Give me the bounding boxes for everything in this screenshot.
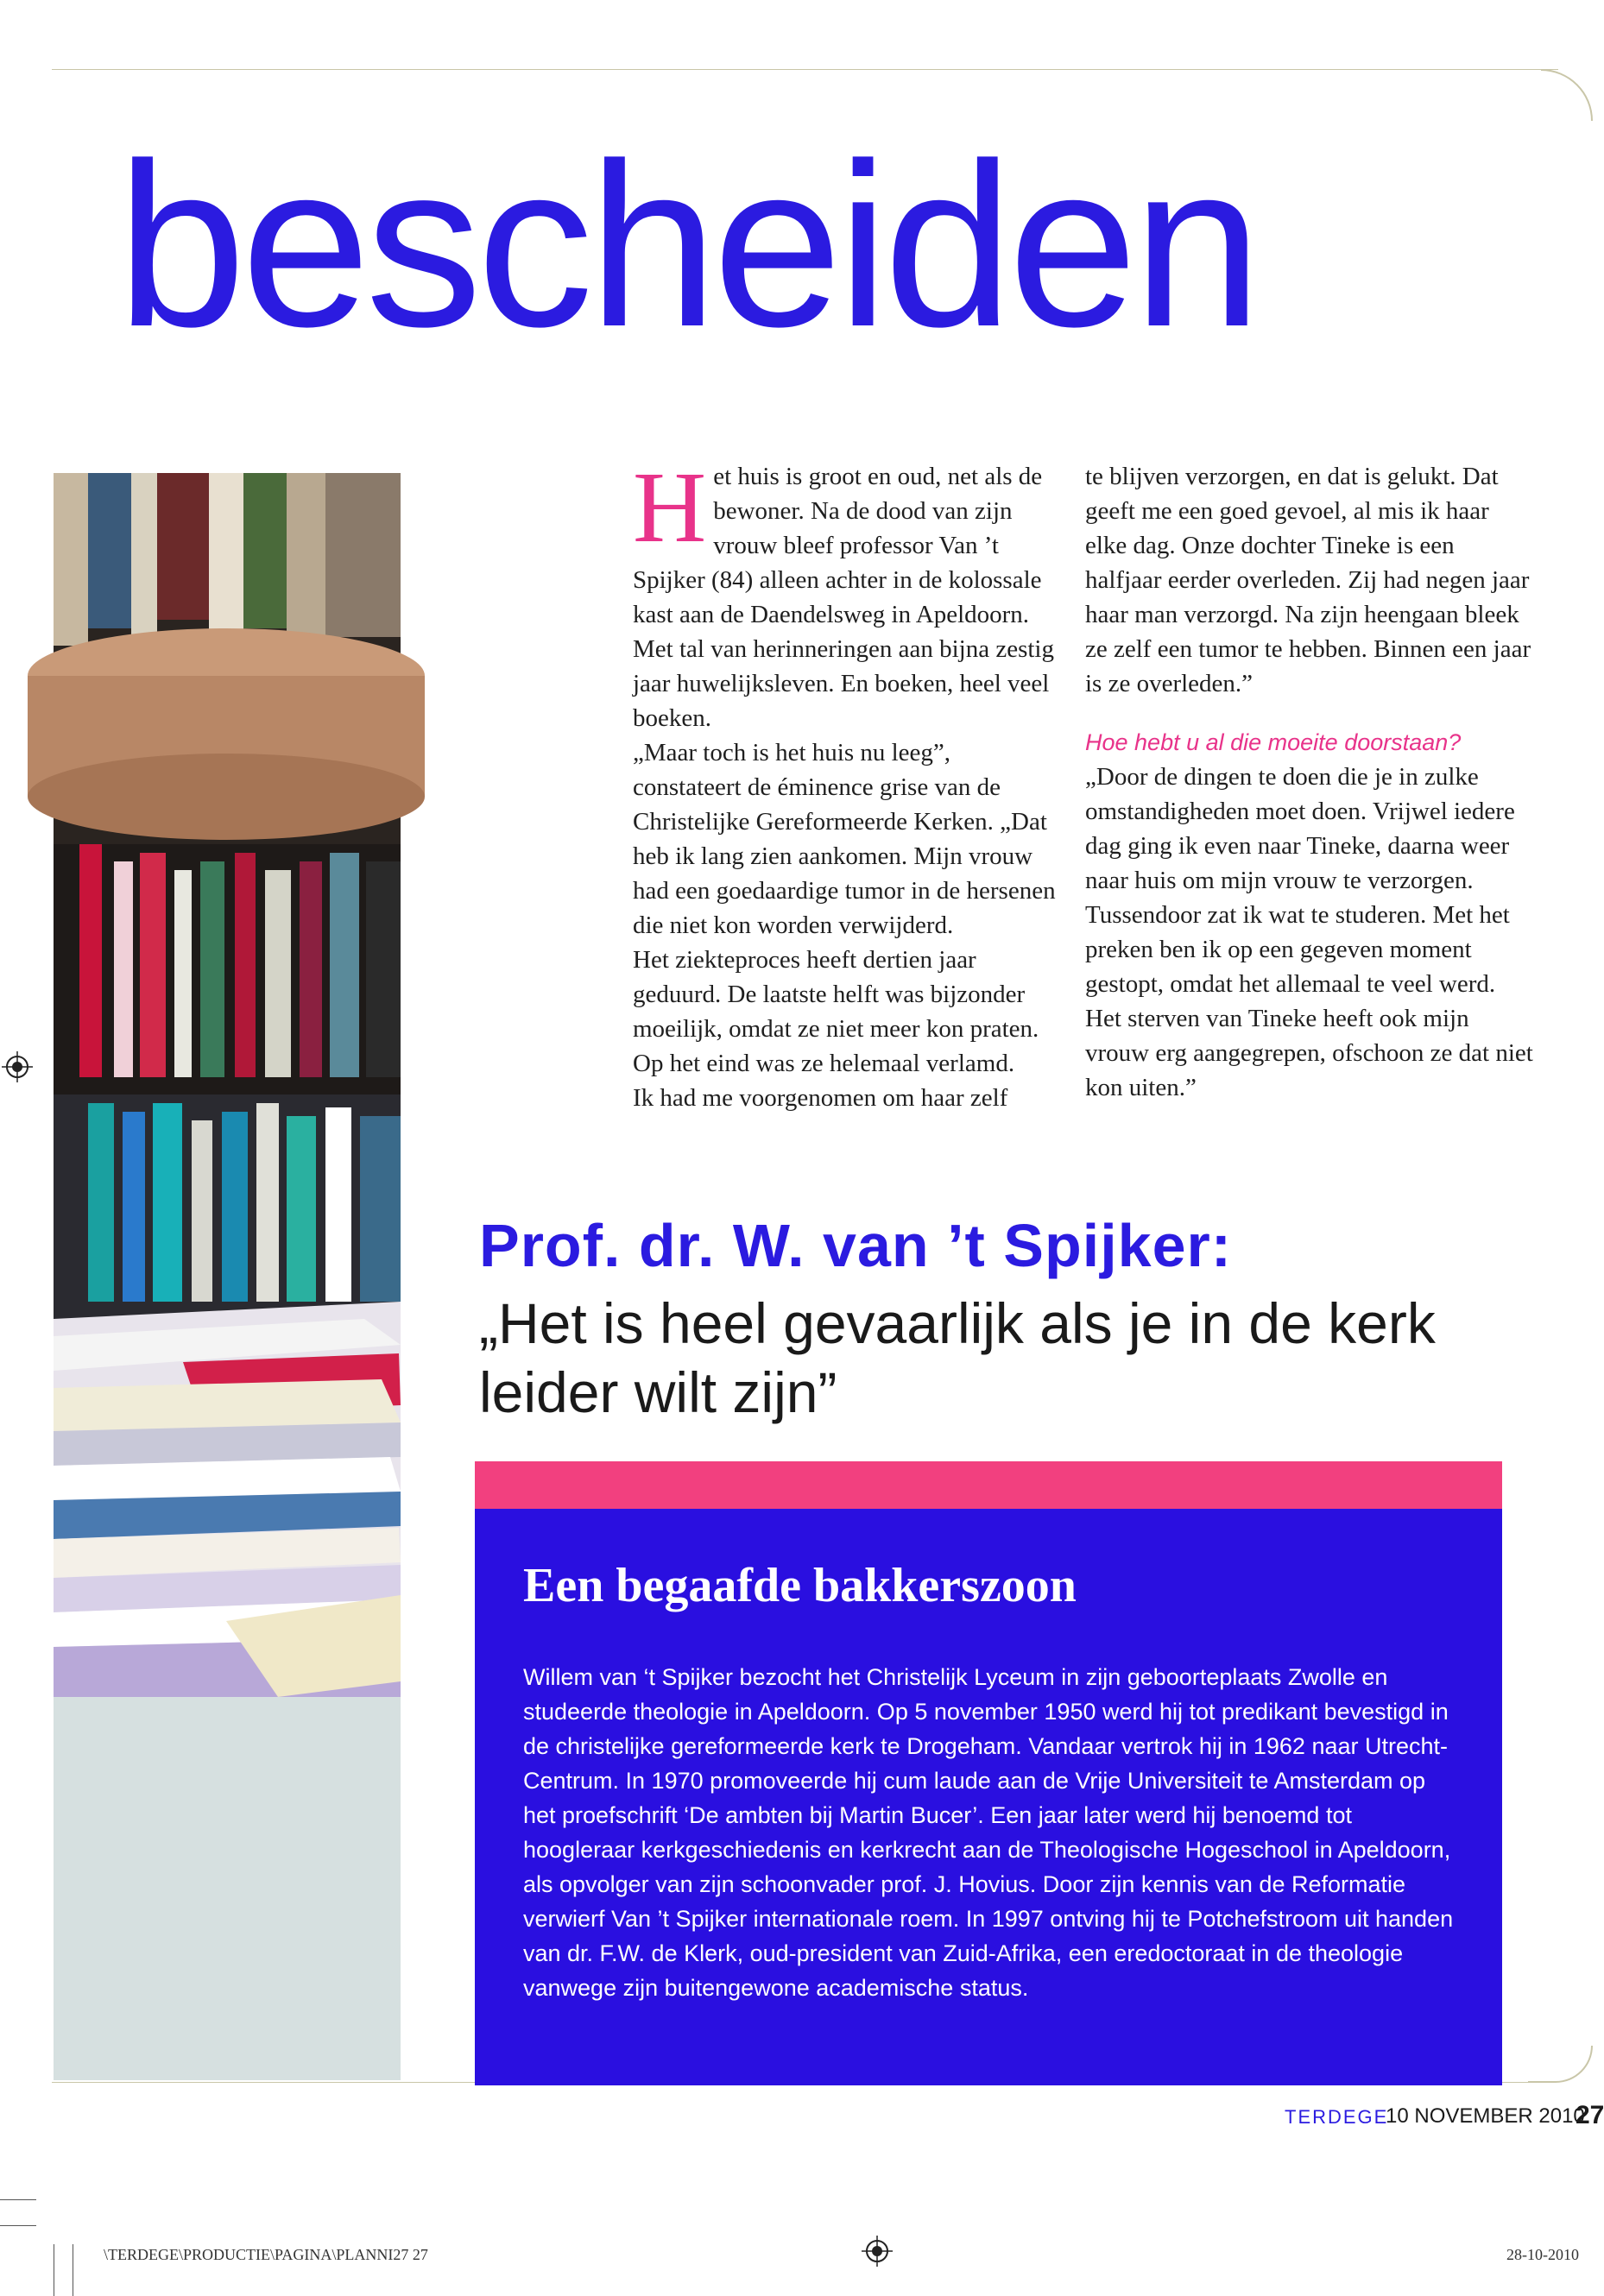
print-slug-date: 28-10-2010 <box>1506 2246 1579 2263</box>
footer-date: 10 NOVEMBER 2010 <box>1386 2104 1585 2128</box>
page-number: 27 <box>1576 2101 1604 2129</box>
info-box-accent-bar <box>475 1461 1502 1509</box>
article-column-right <box>1085 459 1534 1105</box>
page-frame-top <box>52 69 1558 70</box>
headline: bescheiden <box>117 116 1258 375</box>
article-column-left <box>633 451 1064 1115</box>
crop-mark <box>0 2199 36 2200</box>
article-paragraph: Het ziekteproces heeft dertien jaar geduurd. De laatste helft was bijzonder moeilijk, omdat ze niet meer kon praten. Op het eind was ze helemaal verlamd. <box>633 946 1039 1077</box>
article-paragraph: „Door de dingen te doen die je in zulke omstandigheden moet doen. Vrijwel iedere dag ging ik even naar Tineke, daarna weer naar huis om mijn vrouw te verzorgen. Tussendoor zat ik wat te studeren. Met het preken ben ik op een gegeven moment gestopt, omdat het allemaal te veel werd. Het sterven van Tineke heeft ook mijn vrouw erg aangegrepen, ofschoon ze dat niet kon uiten.” <box>1085 763 1533 1101</box>
pull-quote-name: Prof. dr. W. van ’t Spijker: <box>479 1212 1233 1279</box>
interview-question: Hoe hebt u al die moeite doorstaan? <box>1085 729 1462 755</box>
print-slug-path: \TERDEGE\PRODUCTIE\PAGINA\PLANNI27 27 <box>104 2246 428 2263</box>
footer-magazine-name: TERDEGE <box>1285 2106 1389 2128</box>
info-box-title: Een begaafde bakkerszoon <box>523 1559 1077 1612</box>
crop-mark <box>0 2225 36 2226</box>
registration-mark-icon <box>2 1051 33 1082</box>
registration-mark-icon <box>862 2236 893 2267</box>
pull-quote-text: „Het is heel gevaarlijk als je in de kerk leider wilt zijn” <box>479 1291 1436 1424</box>
books-photo-illustration <box>54 473 401 2080</box>
page-frame-bottom-corner <box>1528 2046 1593 2083</box>
page-frame-corner <box>1541 69 1593 121</box>
info-box-body: Willem van ‘t Spijker bezocht het Christelijk Lyceum in zijn geboorteplaats Zwolle en studeerde theologie in Apeldoorn. Op 5 november 1950 werd hij tot predikant bevestigd in de christelijke gereformeerde kerk te Drogeham. Vandaar vertrok hij in 1962 naar Utrecht-Centrum. In 1970 promoveerde hij cum laude aan de Vrije Universiteit te Amsterdam op het proefschrift ‘De ambten bij Martin Bucer’. Een jaar later werd hij benoemd tot hoogleraar kerkgeschiedenis en kerkrecht aan de Theologische Hogeschool in Apeldoorn, als opvolger van zijn schoonvader prof. J. Hovius. Door zijn kennis van de Reformatie verwierf Van ’t Spijker internationale roem. In 1997 ontving hij te Potchefstroom uit handen van dr. F.W. de Klerk, oud-president van Zuid-Afrika, een eredoctoraat in de theologie vanwege zijn buitengewone academische status. <box>523 1664 1454 2001</box>
article-paragraph: te blijven verzorgen, en dat is gelukt. Dat geeft me een goed gevoel, al mis ik haar elke dag. Onze dochter Tineke is een halfjaar eerder overleden. Zij had negen jaar haar man verzorgd. Na zijn heengaan bleek ze zelf een tumor te hebben. Binnen een jaar is ze overleden.” <box>1085 463 1531 697</box>
books-photo <box>54 473 401 2080</box>
drop-cap: H <box>633 451 707 564</box>
article-paragraph: „Maar toch is het huis nu leeg”, constateert de éminence grise van de Christelijke Gereformeerde Kerken. „Dat heb ik lang zien aankomen. Mijn vrouw had een goedaardige tumor in de hersenen die niet kon worden verwijderd. <box>633 739 1056 939</box>
info-box <box>475 1461 1502 2085</box>
article-paragraph: Ik had me voorgenomen om haar zelf <box>633 1084 1008 1112</box>
article-paragraph: et huis is groot en oud, net als de bewoner. Na de dood van zijn vrouw bleef professor Van ’t Spijker (84) alleen achter in de kolossale kast aan de Daendelsweg in Apeldoorn. Met tal van herinneringen aan bijna zestig jaar huwelijksleven. En boeken, heel veel boeken. <box>633 463 1054 732</box>
